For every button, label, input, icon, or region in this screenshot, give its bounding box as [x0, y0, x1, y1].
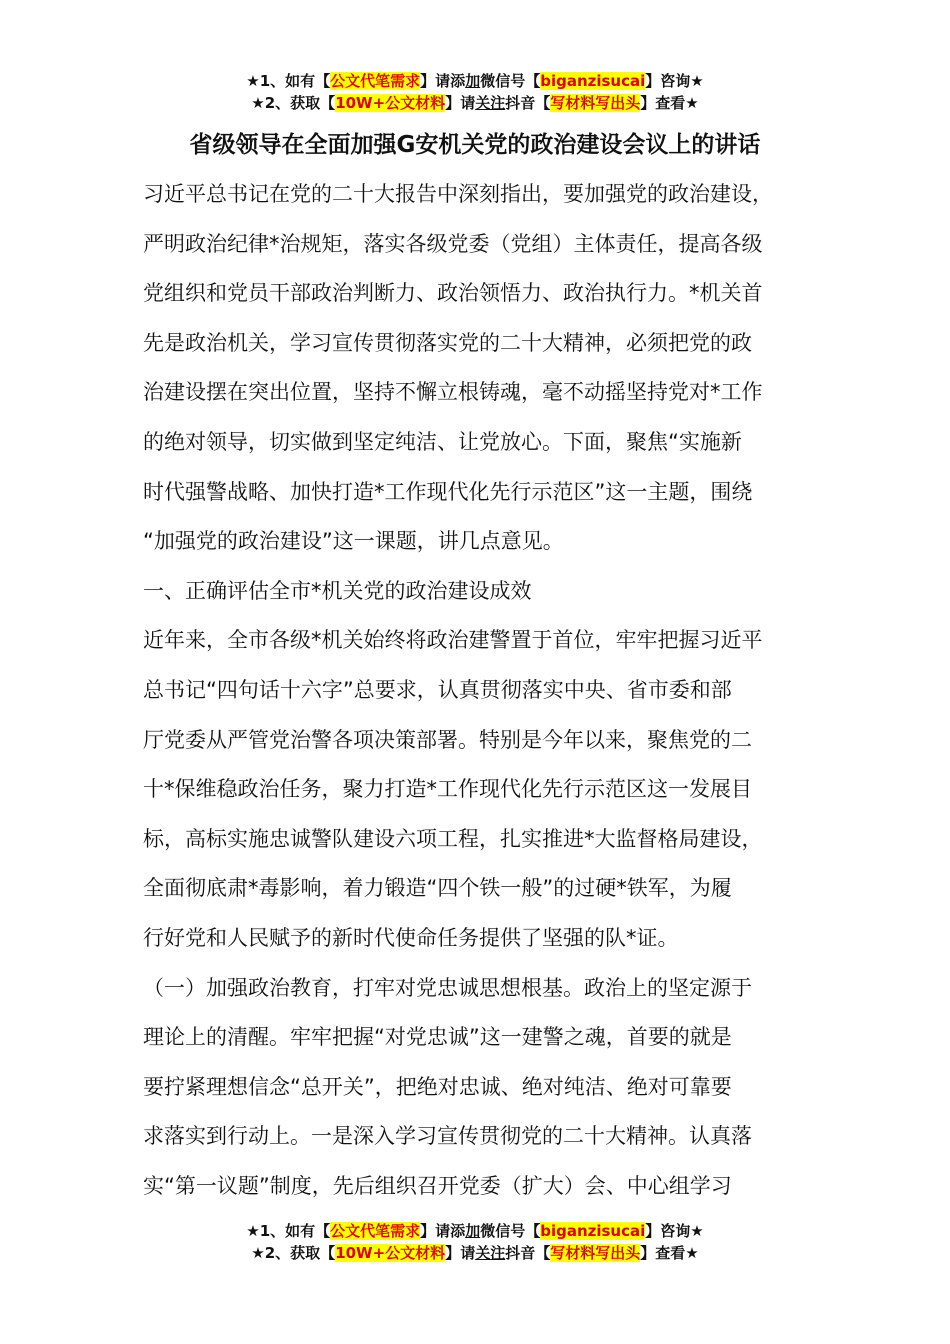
- banner-highlight: 10W+公文材料: [335, 94, 446, 112]
- top-banner: [0, 70, 950, 114]
- banner-highlight: 写材料写出头: [550, 94, 641, 112]
- banner-line-1: ★1、如有【公文代笔需求】请添加微信号【biganzisucai】咨询★: [246, 1222, 704, 1240]
- body-line: 理论上的清醒。牢牢把握“对党忠诚”这一建警之魂，首要的就是: [143, 1025, 732, 1050]
- body-line: 的绝对领导，切实做到坚定纯洁、让党放心。下面，聚焦“实施新: [143, 429, 742, 454]
- body-line: “加强党的政治建设”这一课题，讲几点意见。: [143, 529, 564, 554]
- banner-highlight: biganzisucai: [540, 72, 646, 90]
- banner-highlight: 写材料写出头: [550, 1244, 641, 1262]
- body-line: 先是政治机关，学习宣传贯彻落实党的二十大精神，必须把党的政: [143, 330, 752, 355]
- section-heading: 一、正确评估全市*机关党的政治建设成效: [143, 578, 532, 603]
- body-line: 标，高标实施忠诚警队建设六项工程，扎实推进*大监督格局建设，: [143, 826, 763, 851]
- body-line: 时代强警战略、加快打造*工作现代化先行示范区”这一主题，围绕: [143, 479, 753, 504]
- body-line: 近年来，全市各级*机关始终将政治建警置于首位，牢牢把握习近平: [143, 628, 763, 653]
- banner-line-2: ★2、获取【10W+公文材料】请关注抖音【写材料写出头】查看★: [251, 1244, 699, 1262]
- body-line: 总书记“四句话十六字”总要求，认真贯彻落实中央、省市委和部: [143, 677, 732, 702]
- body-line: 治建设摆在突出位置，坚持不懈立根铸魂，毫不动摇坚持党对*工作: [143, 380, 763, 405]
- banner-highlight: biganzisucai: [540, 1222, 646, 1240]
- body-line: 要拧紧理想信念“总开关”，把绝对忠诚、绝对纯洁、绝对可靠要: [143, 1074, 732, 1099]
- bottom-banner: [0, 1220, 950, 1264]
- document-title: 省级领导在全面加强G安机关党的政治建设会议上的讲话: [189, 132, 761, 158]
- body-line: 十*保维稳政治任务，聚力打造*工作现代化先行示范区这一发展目: [143, 777, 752, 802]
- banner-highlight: 10W+公文材料: [335, 1244, 446, 1262]
- body-line: 行好党和人民赋予的新时代使命任务提供了坚强的队*证。: [143, 925, 679, 950]
- banner-highlight: 公文代笔需求: [330, 72, 421, 90]
- body-line: 求落实到行动上。一是深入学习宣传贯彻党的二十大精神。认真落: [143, 1124, 752, 1149]
- body-line: 严明政治纪律*治规矩，落实各级党委（党组）主体责任，提高各级: [143, 231, 763, 256]
- body-line: 实“第一议题”制度，先后组织召开党委（扩大）会、中心组学习: [143, 1173, 732, 1198]
- body-line: 厅党委从严管党治警各项决策部署。特别是今年以来，聚焦党的二: [143, 727, 752, 752]
- banner-line-1: ★1、如有【公文代笔需求】请添加微信号【biganzisucai】咨询★: [246, 72, 704, 90]
- banner-highlight: 公文代笔需求: [330, 1222, 421, 1240]
- body-line: 党组织和党员干部政治判断力、政治领悟力、政治执行力。*机关首: [143, 281, 763, 306]
- body-line: （一）加强政治教育，打牢对党忠诚思想根基。政治上的坚定源于: [143, 975, 752, 1000]
- body-line: 习近平总书记在党的二十大报告中深刻指出，要加强党的政治建设，: [143, 182, 773, 206]
- body-line: 全面彻底肃*毒影响，着力锻造“四个铁一般”的过硬*铁军，为履: [143, 876, 732, 901]
- banner-line-2: ★2、获取【10W+公文材料】请关注抖音【写材料写出头】查看★: [251, 94, 699, 112]
- document-body: [143, 170, 833, 1211]
